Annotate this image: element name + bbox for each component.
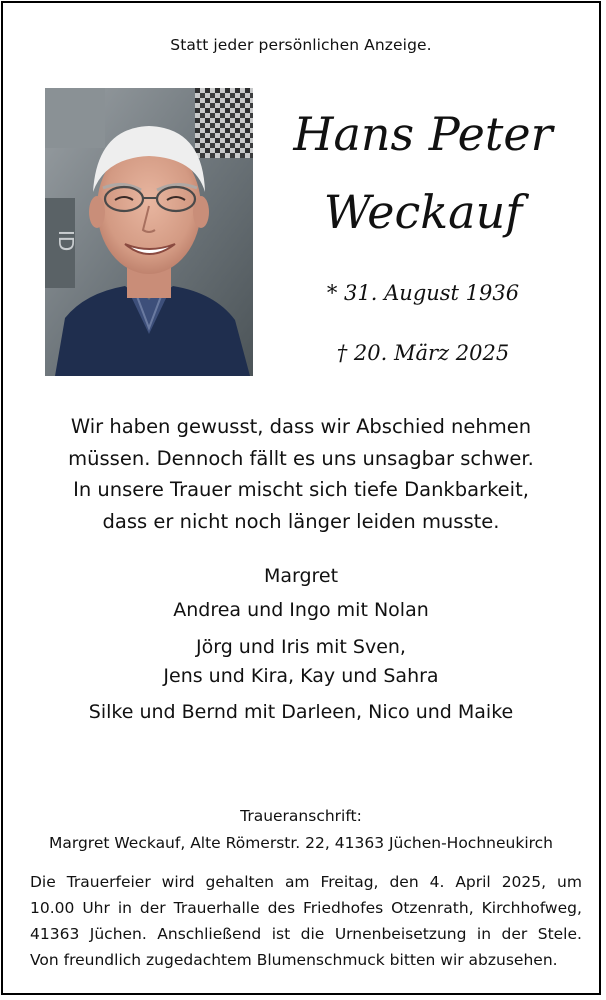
- verse-line: dass er nicht noch länger leiden musste.: [102, 509, 500, 533]
- notice-word: Anschließend: [157, 925, 262, 943]
- mourner-family-line: Jörg und Iris mit Sven,: [196, 636, 406, 658]
- notice-line: [30, 869, 582, 895]
- deceased-first-names: Hans Peter: [293, 107, 553, 161]
- notice-word: der: [139, 899, 166, 917]
- notice-line: [30, 921, 582, 947]
- address-label: Traueranschrift:: [240, 807, 362, 825]
- mourner-family-group: [3, 633, 599, 691]
- portrait-illustration: [45, 88, 253, 376]
- notice-word: Die: [30, 873, 56, 891]
- notice-word: die: [300, 925, 325, 943]
- header-note: Statt jeder persönlichen Anzeige.: [170, 36, 432, 54]
- notice-word: in: [476, 925, 492, 943]
- verse-line: müssen. Dennoch fällt es uns unsagbar schwer.: [68, 446, 534, 470]
- notice-word: um: [557, 873, 582, 891]
- portrait-photo: [45, 88, 253, 376]
- notice-line: [30, 947, 582, 973]
- notice-word: 4.: [429, 873, 445, 891]
- notice-word: des: [267, 899, 296, 917]
- notice-word: Friedhofes: [302, 899, 384, 917]
- notice-word: April: [455, 873, 491, 891]
- verse-line: Wir haben gewusst, dass wir Abschied nehmen: [70, 415, 532, 438]
- svg-text:ID: ID: [54, 230, 78, 252]
- verse-line: In unsere Trauer mischt sich tiefe Dankbarkeit,: [73, 478, 529, 501]
- funeral-notice: [30, 869, 582, 973]
- mourner-family-line: Silke und Bernd mit Darleen, Nico und Maike: [88, 701, 514, 723]
- mourner-family-line: Jens und Kira, Kay und Sahra: [163, 665, 439, 687]
- notice-word: wird: [161, 873, 195, 891]
- notice-word: Trauerfeier: [66, 873, 151, 891]
- obituary-frame: [1, 1, 601, 995]
- notice-word: Jüchen.: [89, 925, 147, 943]
- death-date: † 20. März 2025: [336, 341, 510, 365]
- notice-word: 41363: [30, 925, 80, 943]
- mourner-family-line: Andrea und Ingo mit Nolan: [173, 599, 429, 621]
- notice-word: Urnenbeisetzung: [334, 925, 467, 943]
- notice-word: 2025,: [501, 873, 547, 891]
- mourning-address: Margret Weckauf, Alte Römerstr. 22, 41363 Jüchen-Hochneukirch: [49, 834, 553, 852]
- notice-word: Uhr: [82, 899, 110, 917]
- notice-word: ist: [271, 925, 291, 943]
- notice-word: Freitag,: [320, 873, 379, 891]
- notice-word: gehalten: [205, 873, 274, 891]
- notice-word: Trauerhalle: [173, 899, 260, 917]
- notice-word: am: [284, 873, 310, 891]
- notice-word: 10.00: [30, 899, 75, 917]
- birth-date: * 31. August 1936: [326, 281, 520, 305]
- notice-word: Otzenrath,: [391, 899, 474, 917]
- notice-line: [30, 895, 582, 921]
- deceased-surname: Weckauf: [323, 185, 523, 239]
- notice-word: in: [117, 899, 132, 917]
- notice-word: Stele.: [537, 925, 582, 943]
- memorial-verse: [3, 411, 599, 537]
- notice-word: der: [501, 925, 528, 943]
- mourner-spouse: Margret: [263, 565, 339, 587]
- notice-text: Von freundlich zugedachtem Blumenschmuck bitten wir abzusehen.: [30, 951, 558, 969]
- notice-word: den: [389, 873, 419, 891]
- notice-word: Kirchhofweg,: [481, 899, 582, 917]
